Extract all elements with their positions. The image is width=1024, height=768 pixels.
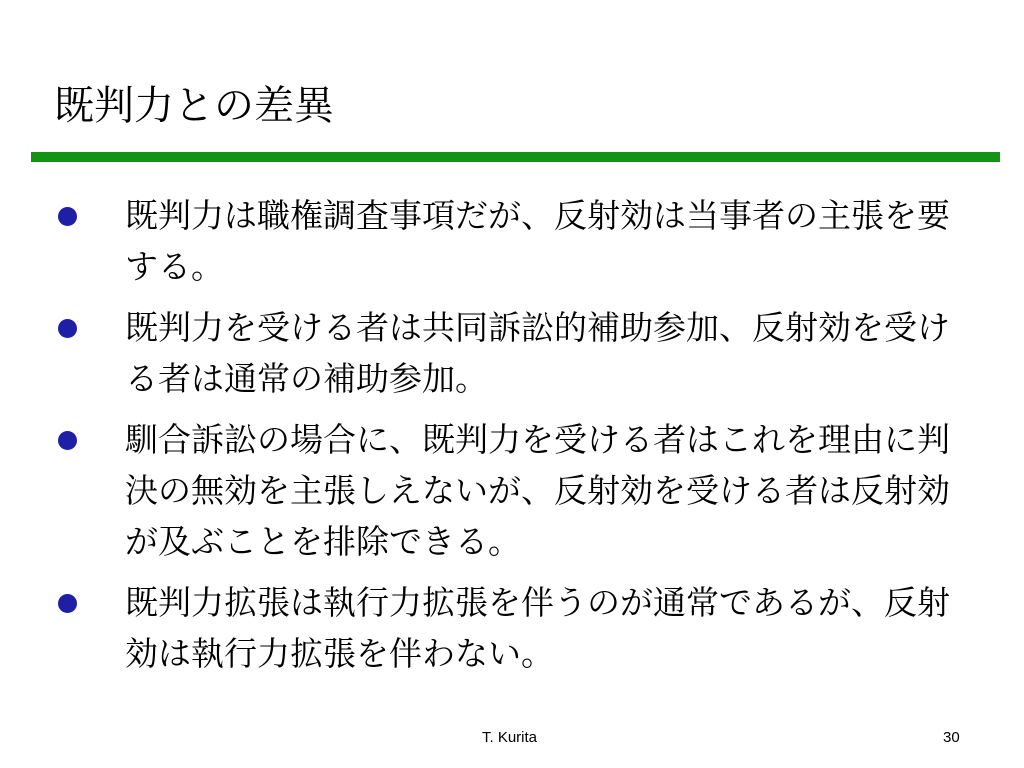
bullet-list bbox=[0, 190, 1024, 689]
bullet-item bbox=[0, 577, 965, 679]
bullet-text: 既判力を受ける者は共同訴訟的補助参加、反射効を受ける者は通常の補助参加。 bbox=[125, 308, 950, 398]
bullet-text: 馴合訴訟の場合に、既判力を受ける者はこれを理由に判決の無効を主張しえないが、反射効を受ける者は反射効が及ぶことを排除できる。 bbox=[125, 420, 950, 561]
bullet-dot-icon bbox=[58, 207, 77, 226]
bullet-dot-icon bbox=[58, 594, 77, 613]
bullet-text: 既判力は職権調査事項だが、反射効は当事者の主張を要する。 bbox=[125, 196, 950, 286]
slide-title: 既判力との差異 bbox=[54, 83, 334, 129]
bullet-item bbox=[0, 414, 965, 567]
page-number: 30 bbox=[943, 729, 960, 746]
bullet-item bbox=[0, 190, 965, 292]
bullet-text: 既判力拡張は執行力拡張を伴うのが通常であるが、反射効は執行力拡張を伴わない。 bbox=[125, 583, 950, 673]
title-underline bbox=[31, 152, 1000, 162]
bullet-dot-icon bbox=[58, 431, 77, 450]
bullet-item bbox=[0, 302, 965, 404]
bullet-dot-icon bbox=[58, 319, 77, 338]
footer-author: T. Kurita bbox=[482, 729, 538, 746]
